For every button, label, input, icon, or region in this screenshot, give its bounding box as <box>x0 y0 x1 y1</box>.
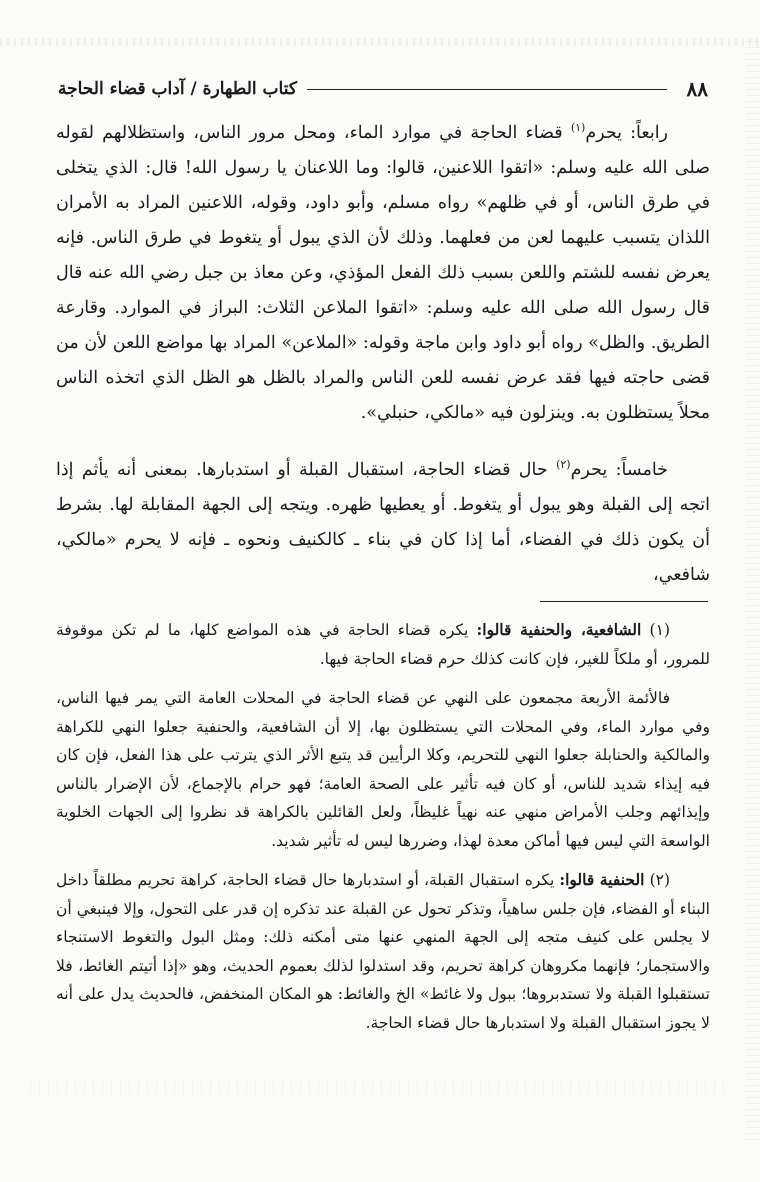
scan-noise-bottom <box>30 1080 730 1094</box>
main-text <box>56 116 710 593</box>
paragraph-text: حال قضاء الحاجة، استقبال القبلة أو استدبارها. بمعنى أنه يأثم إذا اتجه إلى القبلة وهو يبول أو يتغوط. أو يعطيها ظهره. ويتجه إلى الجهة المقابلة لها. بشرط أن يكون ذلك في الفضاء، أما إذا كان في بناء ـ كالكنيف ونحوه ـ فإنه لا يحرم «مالكي، شافعي، <box>56 460 710 585</box>
footnote-ref: (١) <box>570 121 586 135</box>
footnote-number: (١) <box>649 621 670 639</box>
paragraph-lead: رابعاً: يحرم <box>585 123 669 143</box>
footnote-text: يكره قضاء الحاجة في هذه المواضع كلها، ما لم تكن موقوفة للمرور، أو ملكاً للغير، فإن كانت كذلك حرم قضاء الحاجة فيها. <box>56 621 710 668</box>
footnote-1 <box>56 616 710 673</box>
footnote-text: يكره استقبال القبلة، أو استدبارها حال قضاء الحاجة، كراهة تحريم مطلقاً داخل البناء أو الفضاء، فإن جلس ساهياً، وتذكر تحول عن القبلة عند تذكره إن قدر على التحول، وإلا فينبغي أن لا يجلس على كنيف متجه إلى الجهة المنهي عنها متى أمكنه ذلك: ومثل البول والتغوط الاستنجاء والاستجمار؛ فإنهما مكروهان كراهة تحريم، وقد استدلوا لذلك بعموم الحديث، وهو «إذا أتيتم الغائط، فلا تستقبلوا القبلة ولا تستدبروها؛ ببول ولا غائط» الخ والغائط: هو المكان المنخفض، فالحديث يدل على أنه لا يجوز استقبال القبلة ولا استدبارها حال قضاء الحاجة. <box>56 871 710 1032</box>
footnote-2 <box>56 866 710 1037</box>
footnote-lead: الحنفية قالوا: <box>559 870 645 889</box>
scan-noise-right <box>746 40 760 1140</box>
paragraph-text: قضاء الحاجة في موارد الماء، ومحل مرور الناس، واستظلالهم لقوله صلى الله عليه وسلم: «اتقوا اللاعنين، قالوا: وما اللاعنان يا رسول الله! قال: الذي يتخلى في طرق الناس، أو في ظلهم» رواه مسلم، وأبو داود، وقوله، اللاعنين المراد به الأمران اللذان يتسبب عليهما لعن من فعلهما. وذلك لأن الذي يبول أو يتغوط في طرق الناس. فإنه يعرض نفسه للشتم واللعن بسبب ذلك الفعل المؤذي، وعن معاذ بن جبل رضي الله عنه قال قال رسول الله صلى الله عليه وسلم: «اتقوا الملاعن الثلاث: البراز في الموارد. وقارعة الطريق. والظل» رواه أبو داود وابن ماجة وقوله: «الملاعن» المراد بها مواضع اللعن لأن من قضى حاجته فيها فقد عرض نفسه للعن الناس والمراد بالظل هو الظل الذي اتخذه الناس محلاً يستظلون به. وينزلون فيه «مالكي، حنبلي». <box>56 123 710 423</box>
footnote-number: (٢) <box>649 871 671 889</box>
footnote-1-continued: فالأئمة الأربعة مجمعون على النهي عن قضاء الحاجة في المحلات العامة التي يمر فيها الناس، وفي موارد الماء، وفي المحلات التي يستظلون بها، إلا أن الشافعية، والحنفية جعلوا النهي للكراهة والمالكية والحنابلة جعلوا النهي للتحريم، وكلا الرأيين قد يتبع الأثر الذي يترتب على هذا الفعل، فإن كان فيه إيذاء شديد للناس، أو كان فيه تأثير على الصحة العامة؛ فهو حرام بالإجماع، لأن الإضرار بالناس وإيذائهم وجلب الأمراض منهي عنه نهياً غليظاً، ولعل القائلين بالكراهة قد نظروا إلى الجهات الخلوية الواسعة التي ليس فيها أماكن معدة لهذا، وضررها ليس له تأثير شديد. <box>56 689 710 850</box>
paragraph-fourth <box>56 116 710 431</box>
scan-noise-top <box>0 38 760 46</box>
footnote-lead: الشافعية، والحنفية قالوا: <box>476 620 642 639</box>
page-number: ٨٨ <box>686 77 708 101</box>
footnotes <box>56 616 710 1037</box>
header-rule <box>307 89 667 90</box>
running-header <box>58 72 708 106</box>
footnote-ref: (٢) <box>556 458 571 472</box>
header-title: كتاب الطهارة / آداب قضاء الحاجة <box>58 79 297 99</box>
paragraph-fifth <box>56 453 710 593</box>
footnote-separator <box>540 601 708 602</box>
paragraph-lead: خامساً: يحرم <box>570 460 668 480</box>
